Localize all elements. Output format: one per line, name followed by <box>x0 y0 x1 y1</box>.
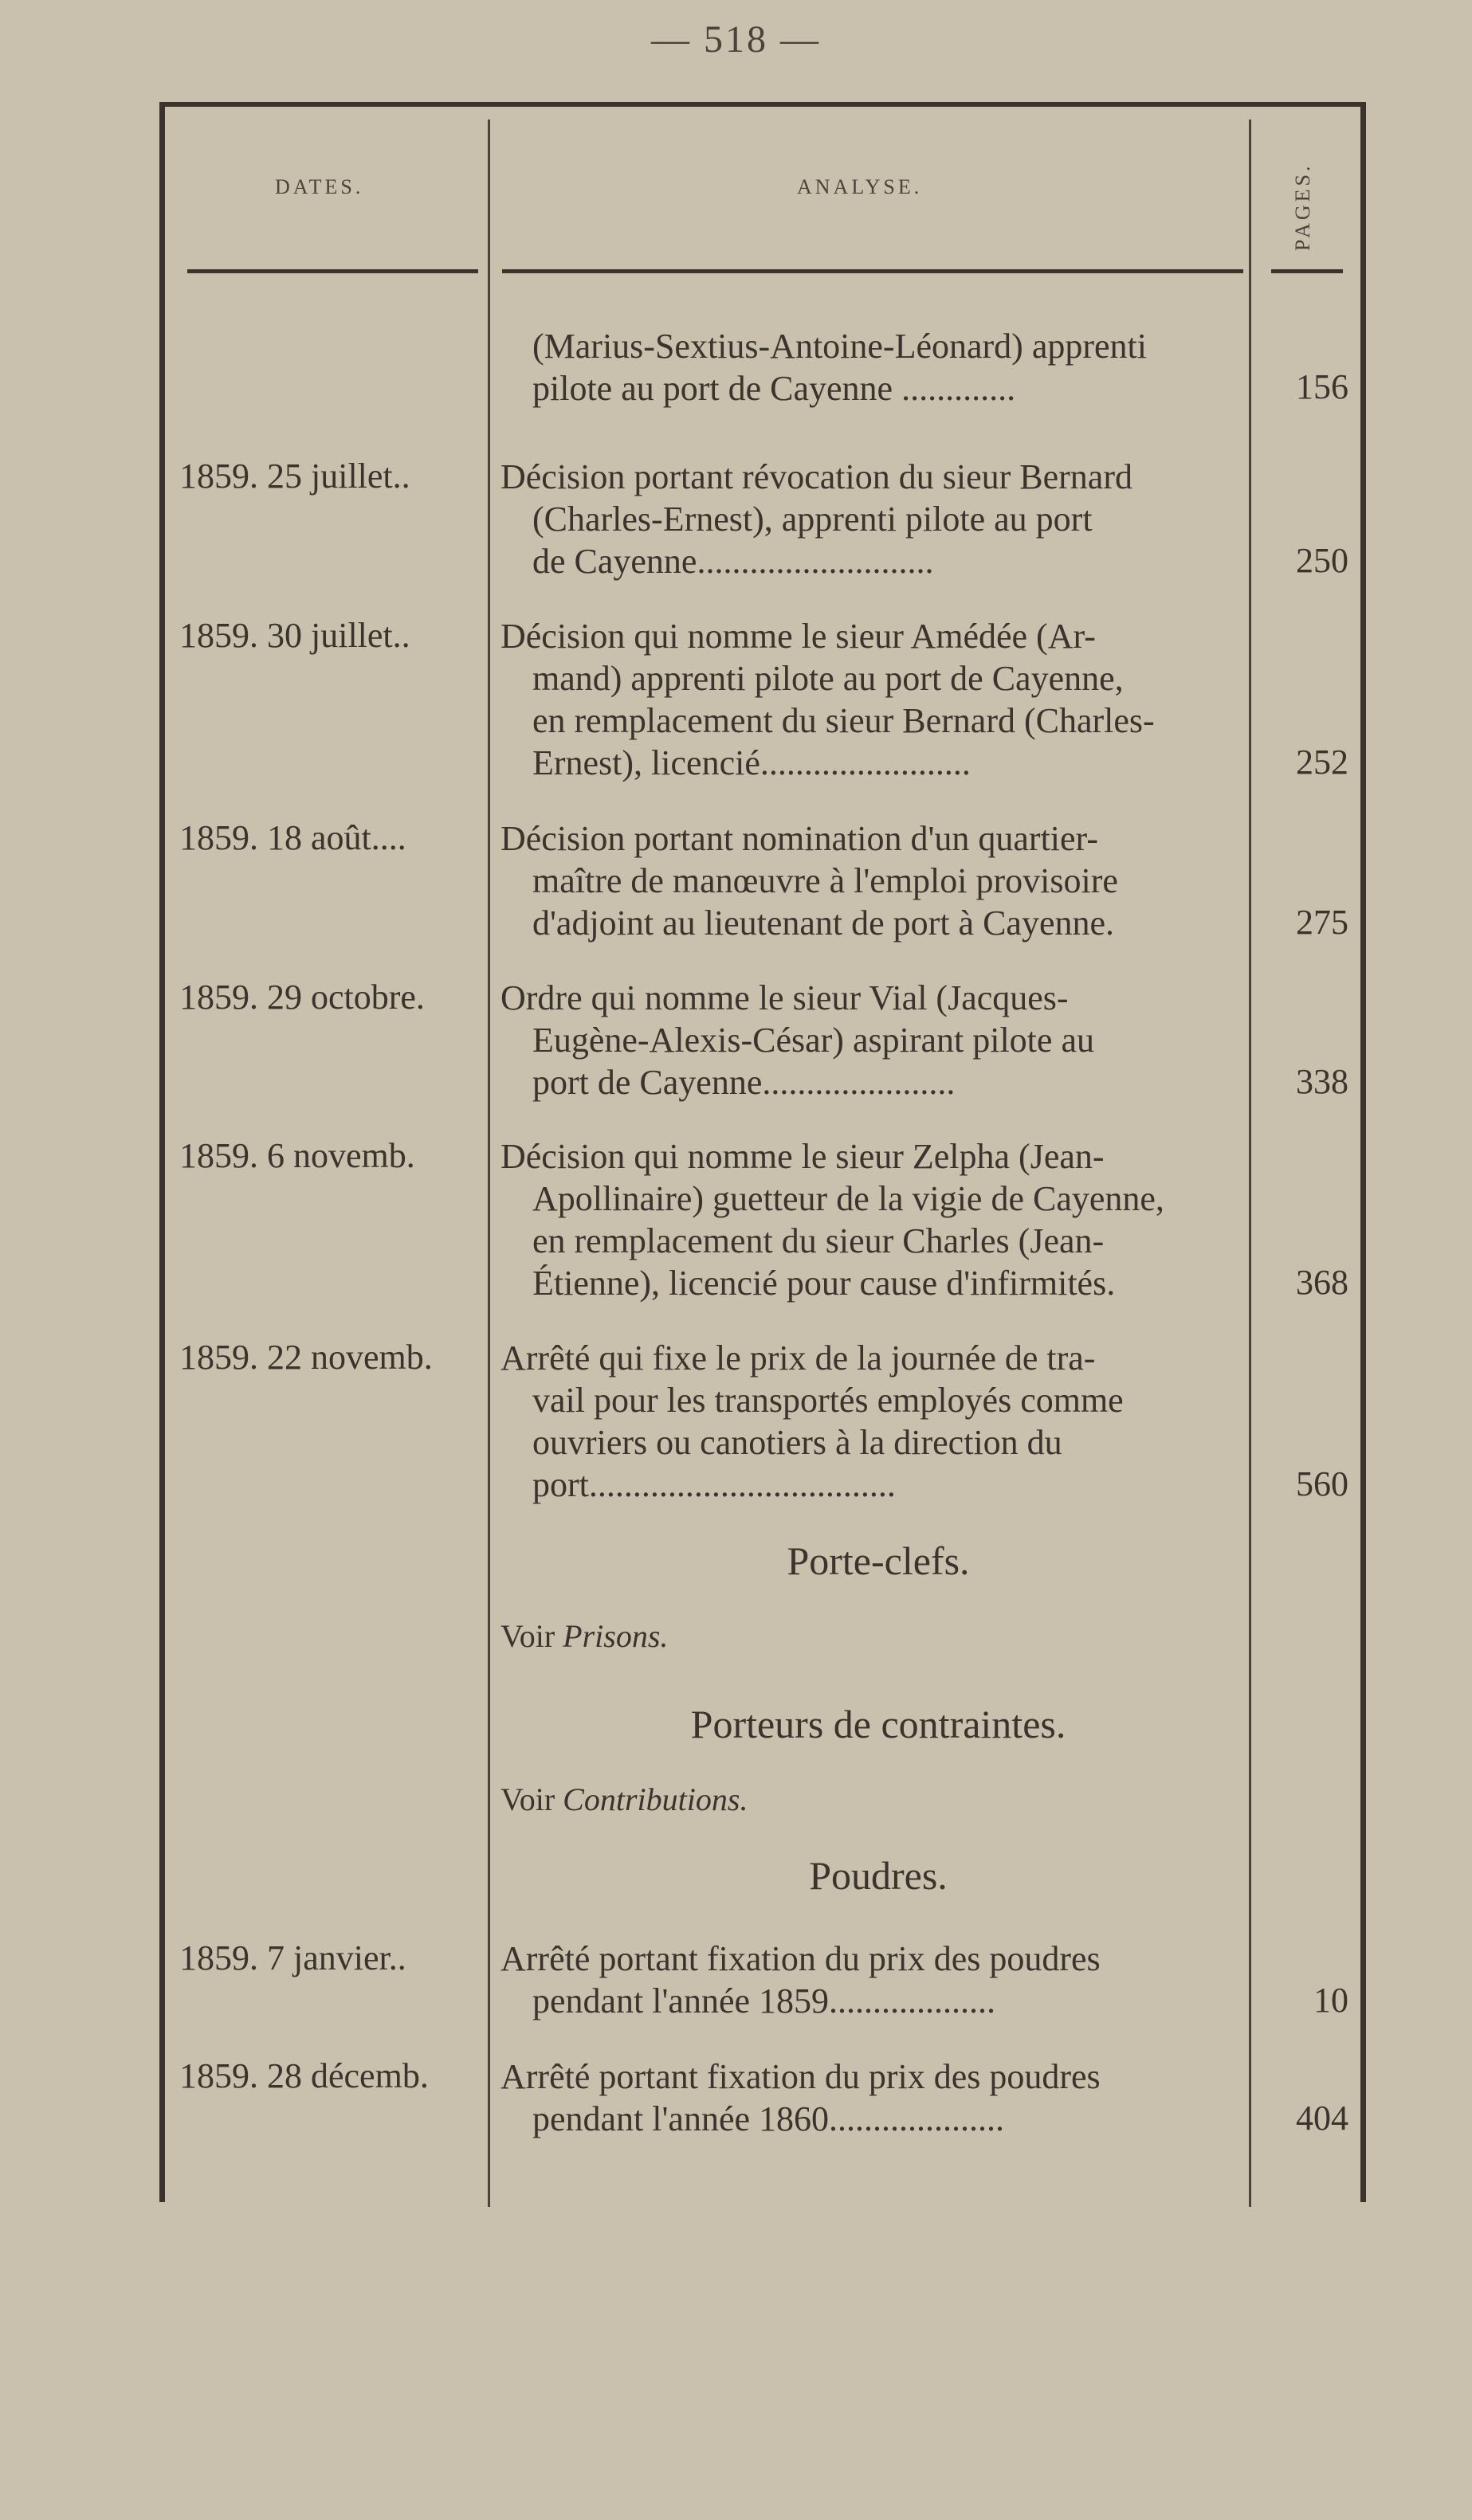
entry-date: 1859. 28 décemb. <box>179 2056 429 2095</box>
analyse-line: Étienne), licencié pour cause d'infirmités. <box>532 1264 1116 1303</box>
entry-date: 1859. 25 juillet.. <box>179 457 410 496</box>
analyse-line: port de Cayenne...................... <box>532 1063 956 1102</box>
entry-date: 1859. 22 novemb. <box>179 1338 433 1377</box>
analyse-line: Apollinaire) guetteur de la vigie de Cayenne, <box>532 1179 1164 1218</box>
header-rule-dates <box>187 269 478 273</box>
header-pages: PAGES. <box>1291 163 1314 251</box>
see-also-prisons <box>500 1617 668 1655</box>
analyse-line: Décision portant révocation du sieur Bernard <box>500 457 1132 496</box>
entry-date: 1859. 6 novemb. <box>179 1136 415 1175</box>
analyse-line: port................................... <box>532 1465 896 1504</box>
analyse-line: Eugène-Alexis-César) aspirant pilote au <box>532 1021 1094 1060</box>
page-ref: 560 <box>1296 1464 1348 1503</box>
entry-date: 1859. 7 janvier.. <box>179 1938 406 1977</box>
page-number: — 518 — <box>651 18 821 61</box>
section-title-porte-clefs: Porte-clefs. <box>787 1538 970 1583</box>
analyse-line: d'adjoint au lieutenant de port à Cayenne. <box>532 903 1115 943</box>
analyse-line: Arrêté portant fixation du prix des poudres <box>500 2057 1101 2096</box>
analyse-line: Décision qui nomme le sieur Amédée (Ar- <box>500 617 1096 656</box>
page-ref: 338 <box>1296 1062 1348 1101</box>
header-rule-analyse <box>502 269 1243 273</box>
voir-prefix: Voir <box>500 1618 563 1654</box>
page-ref: 404 <box>1296 2099 1348 2138</box>
analyse-line: Décision portant nomination d'un quartier- <box>500 819 1098 858</box>
page-ref: 10 <box>1313 1981 1348 2020</box>
page-ref: 156 <box>1296 367 1348 406</box>
section-title-porteurs-de-contraintes: Porteurs de contraintes. <box>690 1702 1066 1746</box>
header-rule-pages <box>1271 269 1343 273</box>
header-analyse: ANALYSE. <box>797 175 923 198</box>
analyse-line: en remplacement du sieur Charles (Jean- <box>532 1221 1105 1260</box>
analyse-line: maître de manœuvre à l'emploi provisoire <box>532 861 1118 900</box>
analyse-line: Décision qui nomme le sieur Zelpha (Jean- <box>500 1137 1105 1176</box>
see-also-contributions <box>500 1781 748 1818</box>
analyse-line: (Marius-Sextius-Antoine-Léonard) apprenti <box>532 327 1147 366</box>
analyse-line: Arrêté portant fixation du prix des poudres <box>500 1939 1101 1978</box>
section-title-poudres: Poudres. <box>809 1853 948 1898</box>
entry-date: 1859. 30 juillet.. <box>179 616 410 655</box>
analyse-line: mand) apprenti pilote au port de Cayenne, <box>532 659 1124 698</box>
analyse-line: Arrêté qui fixe le prix de la journée de tra- <box>500 1338 1096 1378</box>
analyse-line: pilote au port de Cayenne ............. <box>532 369 1016 408</box>
entry-date: 1859. 29 octobre. <box>179 978 425 1017</box>
analyse-line: de Cayenne........................... <box>532 542 934 581</box>
analyse-line: pendant l'année 1860.................... <box>532 2099 1005 2138</box>
analyse-line: pendant l'année 1859................... <box>532 1981 996 2020</box>
voir-prefix: Voir <box>500 1781 563 1817</box>
analyse-line: Ernest), licencié........................ <box>532 743 971 782</box>
page-ref: 275 <box>1296 903 1348 942</box>
page-ref: 368 <box>1296 1263 1348 1302</box>
page-ref: 252 <box>1296 743 1348 782</box>
analyse-line: ouvriers ou canotiers à la direction du <box>532 1423 1062 1462</box>
entry-date: 1859. 18 août.... <box>179 818 406 857</box>
page-ref: 250 <box>1296 541 1348 580</box>
analyse-line: en remplacement du sieur Bernard (Charles- <box>532 701 1155 740</box>
column-divider-dates <box>488 120 490 2207</box>
analyse-line: (Charles-Ernest), apprenti pilote au port <box>532 500 1093 539</box>
voir-target: Prisons. <box>563 1618 669 1654</box>
header-dates: DATES. <box>275 175 364 198</box>
analyse-line: vail pour les transportés employés comme <box>532 1381 1124 1420</box>
voir-target: Contributions. <box>563 1781 748 1817</box>
analyse-line: Ordre qui nomme le sieur Vial (Jacques- <box>500 978 1069 1017</box>
